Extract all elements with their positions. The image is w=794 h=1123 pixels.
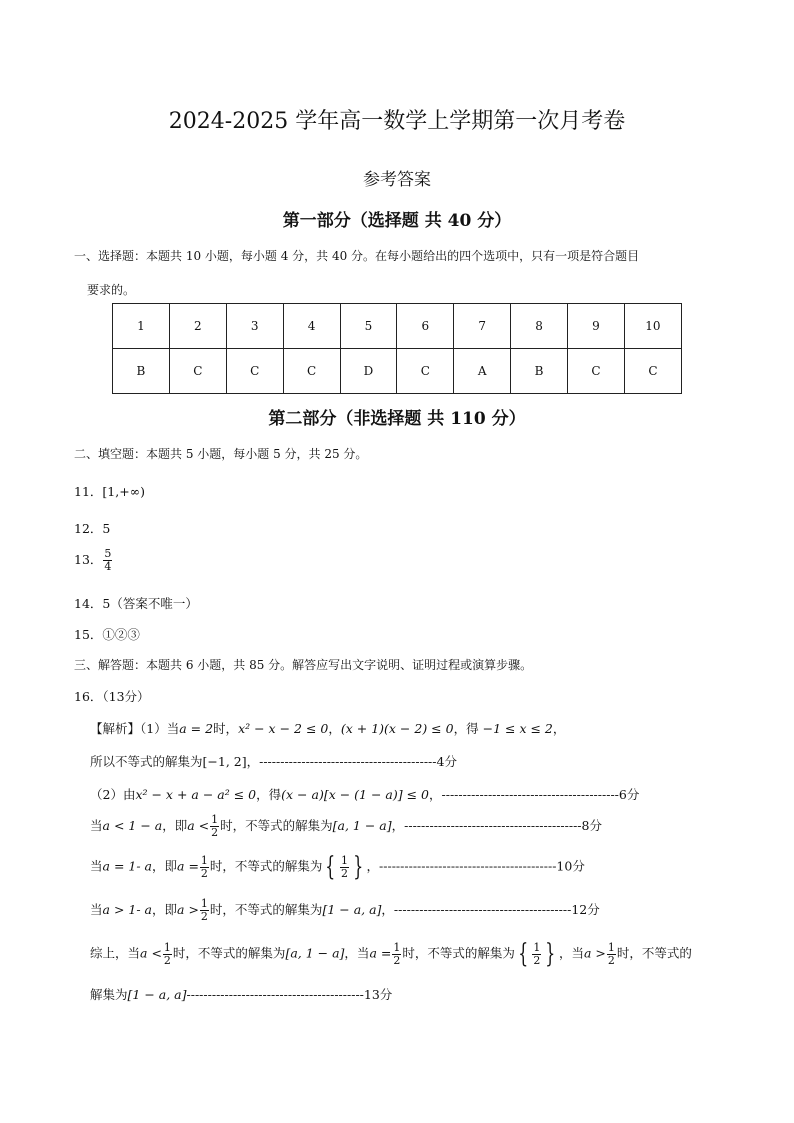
table-cell: 2: [169, 304, 226, 349]
text: ，即: [152, 902, 178, 917]
fraction: $\frac{1}{2}$: [607, 940, 615, 967]
text: （1）当: [140, 721, 180, 736]
fraction: $\frac{1}{2}$: [200, 853, 208, 880]
text: ，: [552, 721, 566, 736]
q16-line-5: [90, 854, 585, 880]
fraction: $\frac{1}{2}$: [200, 897, 208, 923]
text: ，即: [162, 818, 188, 833]
table-cell: C: [624, 349, 681, 394]
text: （2）由: [90, 787, 136, 802]
right-brace: }: [353, 852, 364, 882]
table-cell: 7: [454, 304, 511, 349]
answer-13: [74, 548, 113, 573]
set-brace: [322, 854, 366, 880]
text: ------------------------------------------13分: [186, 987, 393, 1002]
answer-11-label: 11．: [74, 484, 103, 499]
math: [1 − a, a]: [127, 987, 187, 1002]
text: ，------------------------------------------8分: [391, 818, 602, 833]
math: [a, 1 − a]: [285, 945, 345, 961]
table-cell: B: [113, 349, 170, 394]
left-brace: {: [325, 852, 336, 882]
math: [−1, 2]: [202, 754, 247, 769]
fraction: $\frac{1}{2}$: [163, 940, 171, 967]
text: 时，不等式的解集为: [402, 945, 515, 961]
text: 综上，当: [90, 945, 141, 961]
text: 解集为: [90, 987, 128, 1002]
math: x² − x + a − a² ≤ 0: [135, 787, 257, 802]
solve-instruction: 三、解答题：本题共 6 小题，共 85 分。解答应写出文字说明、证明过程或演算步骤。: [74, 658, 533, 672]
table-cell: C: [283, 349, 340, 394]
table-cell: C: [568, 349, 625, 394]
part2-heading: 第二部分（非选择题 共 110 分）: [268, 409, 526, 429]
text: 当: [90, 818, 103, 833]
q16-header: 16．（13分）: [74, 689, 150, 704]
table-cell: 1: [113, 304, 170, 349]
part1-instruction-line1: 一、选择题：本题共 10 小题，每小题 4 分，共 40 分。在每小题给出的四个选项中，只有一项是符合题目: [74, 249, 640, 263]
q16-line-4: [90, 814, 602, 839]
table-cell: 9: [568, 304, 625, 349]
table-cell: 10: [624, 304, 681, 349]
q16-line-2: [90, 752, 457, 770]
math: a >: [583, 945, 606, 961]
math: (x − a)[x − (1 − a)] ≤ 0: [281, 787, 429, 802]
table-row-answers: [113, 349, 682, 394]
fill-instruction: 二、填空题：本题共 5 小题，每小题 5 分，共 25 分。: [74, 447, 368, 461]
math: a <: [140, 945, 162, 961]
text: ，------------------------------------------4分: [246, 754, 457, 769]
part1-heading: 第一部分（选择题 共 40 分）: [282, 211, 512, 231]
text: ，------------------------------------------10分: [366, 858, 585, 874]
text: ，当: [558, 945, 584, 961]
right-brace: }: [545, 939, 556, 969]
math: a >: [177, 902, 199, 917]
math: a < 1 − a: [102, 818, 163, 833]
text: 当: [90, 858, 103, 874]
set-brace: [515, 941, 559, 967]
math: (x + 1)(x − 2) ≤ 0: [340, 721, 454, 736]
math: a =: [369, 945, 392, 961]
math: x² − x − 2 ≤ 0: [238, 721, 329, 736]
table-cell: 3: [226, 304, 283, 349]
table-cell: 8: [511, 304, 568, 349]
q16-line-1: [90, 719, 565, 737]
math: [1 − a, a]: [322, 902, 382, 917]
analysis-tag: 【解析】: [90, 721, 141, 736]
table-cell: 6: [397, 304, 454, 349]
page-title: 2024-2025 学年高一数学上学期第一次月考卷: [168, 109, 626, 134]
table-cell: C: [397, 349, 454, 394]
math: a = 1- a: [102, 858, 152, 874]
answer-12: 12．5: [74, 521, 111, 536]
text: ，: [328, 721, 341, 736]
table-row-numbers: [113, 304, 682, 349]
answer-11: [74, 482, 145, 500]
q16-line-3: [90, 785, 639, 803]
table-cell: B: [511, 349, 568, 394]
text: 时，不等式的解集为: [172, 945, 286, 961]
fraction: $\frac{5}{4}$: [104, 547, 112, 573]
answer-11-value: [1,+∞): [102, 484, 145, 499]
part1-instruction-line2: 要求的。: [87, 283, 136, 297]
answer-13-label: 13．: [74, 552, 103, 567]
table-cell: D: [340, 349, 397, 394]
text: ，得: [256, 787, 282, 802]
text: ，当: [344, 945, 370, 961]
answer-14: 14．5（答案不唯一）: [74, 596, 198, 611]
table-cell: A: [454, 349, 511, 394]
math: −1 ≤ x ≤ 2: [482, 721, 553, 736]
table-cell: C: [226, 349, 283, 394]
answer-table: [112, 303, 682, 394]
math: a <: [187, 818, 210, 833]
text: 时，不等式的解集为: [209, 902, 323, 917]
text: ，即: [152, 858, 178, 874]
math: a =: [177, 858, 199, 874]
fraction: $\frac{1}{2}$: [533, 940, 541, 967]
text: 当: [90, 902, 103, 917]
text: 所以不等式的解集为: [90, 754, 203, 769]
table-cell: 5: [340, 304, 397, 349]
math: [a, 1 − a]: [332, 818, 392, 833]
text: ，------------------------------------------12分: [381, 902, 600, 917]
text: ，得: [453, 721, 479, 736]
math: a = 2: [179, 721, 214, 736]
text: 时，: [213, 721, 239, 736]
fraction: $\frac{1}{2}$: [393, 940, 401, 967]
fraction: $\frac{1}{2}$: [340, 853, 348, 880]
text: 时，不等式的解集为: [209, 858, 323, 874]
q16-line-8: [90, 985, 392, 1003]
q16-line-6: [90, 898, 600, 923]
table-cell: 4: [283, 304, 340, 349]
page-subtitle: 参考答案: [363, 170, 431, 190]
answer-15: 15．①②③: [74, 627, 140, 642]
text: 时，不等式的解集为: [220, 818, 333, 833]
q16-line-7: [90, 941, 692, 967]
fraction: $\frac{1}{2}$: [211, 813, 219, 839]
table-cell: C: [169, 349, 226, 394]
text: 时，不等式的: [616, 945, 692, 961]
text: ，------------------------------------------6分: [429, 787, 640, 802]
left-brace: {: [518, 939, 529, 969]
math: a > 1- a: [102, 902, 152, 917]
